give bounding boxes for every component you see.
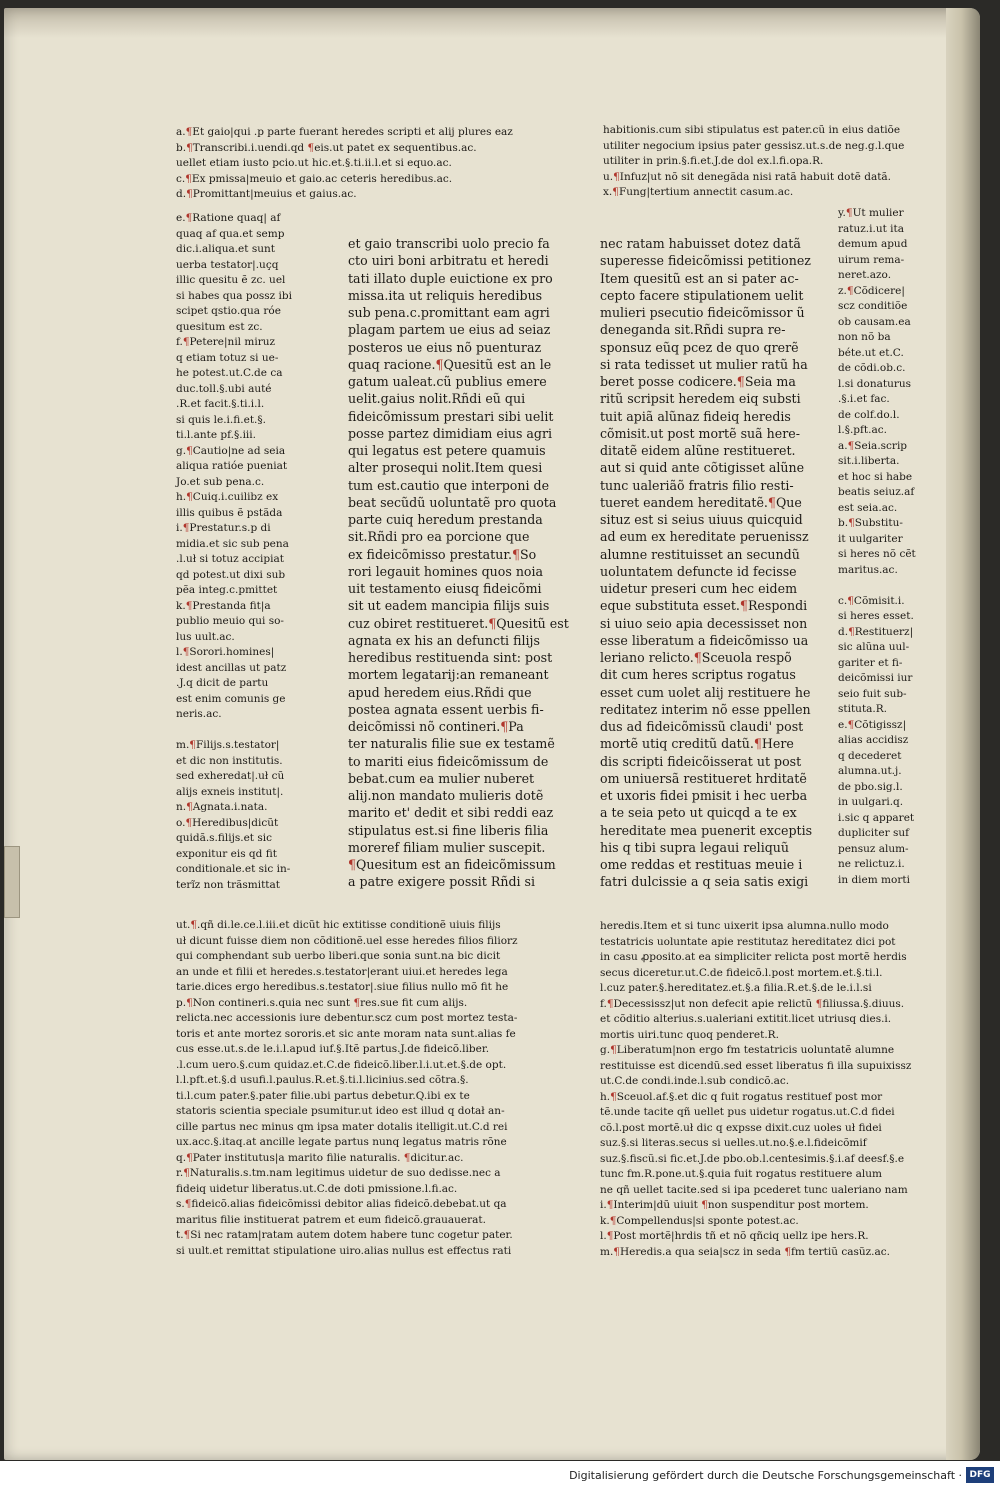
text-line: a.¶Et gaio|qui .p parte fuerant heredes scripti et alij plures eaz	[176, 126, 513, 138]
text-line: béte.ut et.C.	[838, 346, 904, 359]
text-line: mortẽ utiq creditũ datũ.¶Here	[600, 736, 794, 752]
text-line: qd potest.ut dixi sub	[176, 568, 286, 581]
gloss-bottom-left	[176, 918, 518, 1259]
text-line: sed exheredat|.uł cũ	[176, 770, 285, 782]
text-line: i.¶Prestatur.s.p di	[176, 522, 271, 534]
text-line: neris.ac.	[176, 708, 222, 720]
text-line: posteros ue eius nõ puenturaz	[348, 339, 542, 355]
text-line: t.¶Si nec ratam|ratam autem dotem habere tunc cogetur pater.	[176, 1229, 513, 1241]
text-line: cõmisit.ut post mortẽ suã here-	[600, 425, 800, 441]
text-line: n.¶Agnata.i.nata.	[176, 801, 268, 813]
text-line: ob causam.ea	[838, 315, 911, 328]
text-line: lus uult.ac.	[176, 630, 235, 643]
text-line: tarie.dices ergo heredibus.s.testator|.siue filius nullo mõ fit he	[176, 981, 509, 993]
text-line: aut si quid ante cõtigisset alũne	[600, 460, 805, 476]
text-line: et dic non institutis.	[176, 754, 283, 767]
text-line: m.¶Filijs.s.testator|	[176, 739, 280, 751]
text-line: f.¶Decessissz|ut non defecit apie relictũ ¶filiussa.§.diuus.	[600, 997, 905, 1010]
text-line: sit ut eadem mancipia filijs suis	[348, 598, 550, 614]
text-line: si uult.et remittat stipulatione uiro.alias nullus est effectus rati	[176, 1244, 512, 1257]
text-line: si habes qua possz ibi	[176, 289, 292, 302]
text-line: mortem legatarij:an remaneant	[348, 667, 549, 683]
text-line: d.¶Restituerz|	[838, 625, 914, 638]
text-line: uerba testator|.uçq	[176, 258, 279, 271]
gloss-right-column	[838, 206, 916, 888]
text-line: b.¶Transcribi.i.uendi.qd ¶eis.ut patet ex sequentibus.ac.	[176, 141, 477, 154]
text-line: scz conditiõe	[838, 300, 908, 312]
text-line: idest ancillas ut patz	[176, 661, 287, 674]
text-line: tueret eandem hereditatẽ.¶Que	[600, 494, 802, 510]
text-line: leriano relicto.¶Sceuola respõ	[600, 650, 792, 665]
text-line: b.¶Substitu-	[838, 517, 903, 529]
text-line: cõ.l.post mortẽ.uł dic q expsse dixit.cuz uoles uł fidei	[600, 1121, 882, 1134]
text-line: si quis le.i.fi.et.§.	[176, 413, 266, 426]
text-line: l.¶Post mortẽ|hrdis tñ et nõ qñciq uellz ipe hers.R.	[600, 1230, 869, 1242]
text-line	[176, 723, 292, 739]
text-line: dus ad fideicõmissũ claudi' post	[600, 719, 804, 734]
text-line: cepto facere stipulationem uelit	[600, 287, 804, 303]
text-line: alumna.ut.j.	[838, 765, 902, 777]
text-line: utiliter in prin.§.fi.et.J.de dol ex.l.fi.opa.R.	[603, 155, 824, 167]
text-line: a te seia peto ut quicqd a te ex	[600, 805, 797, 821]
text-line: bebat.cum ea mulier nuberet	[348, 770, 535, 786]
text-line: d.¶Promittant|meuius et gaius.ac.	[176, 188, 357, 200]
text-line: duc.toll.§.ubi auté	[176, 382, 272, 395]
gloss-bottom-right	[600, 919, 911, 1260]
text-line: ter naturalis filie sue ex testamẽ	[348, 736, 555, 752]
text-line: missa.ita ut reliquis heredibus	[348, 287, 543, 303]
text-line: to mariti eius fideicõmissum de	[348, 753, 549, 769]
text-line: qui comphendant sub uerbo liberi.que sonia sunt.na bic dicit	[176, 950, 501, 962]
text-line: marito et' dedit et sibi reddi eaz	[348, 805, 554, 821]
text-line: l.§.pft.ac.	[838, 424, 887, 436]
text-line: ut.C.de condi.inde.l.sub condicõ.ac.	[600, 1075, 790, 1087]
text-line: beatis seiuz.af	[838, 486, 915, 498]
text-line: cuz obiret restitueret.¶Quesitũ est	[348, 615, 569, 631]
page-edge-gutter	[946, 8, 980, 1460]
text-line: tati illato duple euictione ex pro	[348, 270, 553, 286]
text-line: deicõmissi nõ contineri.¶Pa	[348, 719, 524, 734]
text-line: his q tibi supra legaui reliquũ	[600, 839, 790, 855]
text-line: o.¶Heredibus|dicũt	[176, 816, 279, 829]
text-line: alijs exneis institut|.	[176, 785, 284, 798]
text-line: he potest.ut.C.de ca	[176, 367, 283, 379]
text-line: postea agnata essent uerbis fi-	[348, 701, 544, 717]
text-line: ti.l.cum pater.§.pater filie.ubi partus debetur.Q.ibi ex te	[176, 1089, 470, 1102]
text-line: beret posse codicere.¶Seia ma	[600, 374, 796, 389]
text-line: l.l.pft.et.§.d usufi.l.paulus.R.et.§.ti.l.licinius.sed cõtra.§.	[176, 1074, 469, 1086]
text-line: ne relictuz.i.	[838, 858, 905, 870]
text-line: qui legatus est petere quamuis	[348, 443, 546, 458]
text-line: scipet qstio.qua róe	[176, 305, 281, 317]
gloss-top-right	[603, 123, 904, 201]
text-line: beat secũdũ uoluntatẽ pro quota	[348, 494, 557, 510]
text-line: k.¶Prestanda fit|a	[176, 599, 271, 612]
text-line: situz est si seius uiuus quicquid	[600, 512, 803, 527]
text-line: q decederet	[838, 749, 902, 762]
text-line: statoris scientia speciale psumitur.ut ideo est illud q dotał an-	[176, 1105, 505, 1117]
text-line: ti.l.ante pf.§.iii.	[176, 429, 256, 441]
text-line: illis quibus ẽ pstãda	[176, 506, 283, 519]
text-line: tum est.cautio que interponi de	[348, 477, 550, 493]
text-line: e.¶Ratione quaq| af	[176, 212, 281, 224]
text-line: c.¶Ex pmissa|meuio et gaio.ac ceteris heredibus.ac.	[176, 172, 453, 185]
text-line: pensuz alum-	[838, 842, 909, 855]
text-line: nec ratam habuisset dotez datã	[600, 236, 801, 251]
text-line: quaq racione.¶Quesitũ est an le	[348, 356, 552, 372]
main-text-right-column	[600, 235, 812, 891]
text-line: uellet etiam iusto pcio.ut hic.et.§.ti.ii.l.et si equo.ac.	[176, 157, 452, 169]
text-line: tunc fm.R.pone.ut.§.quia fuit rogatus restituere alum	[600, 1168, 882, 1180]
dfg-logo-icon: DFG	[966, 1467, 994, 1483]
text-line: est seia.ac.	[838, 501, 898, 514]
text-line: seio fuit sub-	[838, 687, 907, 700]
text-line: m.¶Heredis.a qua seia|scz in seda ¶fm tertiũ casũz.ac.	[600, 1245, 890, 1258]
text-line: .R.et facit.§.ti.i.l.	[176, 398, 265, 410]
text-line: it uulgariter	[838, 532, 903, 545]
text-line: fideiq uidetur liberatus.ut.C.de doti pmissione.l.fi.ac.	[176, 1182, 458, 1195]
text-line: ad eum ex hereditate peruenissz	[600, 529, 809, 545]
text-line: .l.cum uero.§.cum quidaz.et.C.de fideicõ.liber.l.i.ut.et.§.de opt.	[176, 1058, 507, 1071]
text-line: sub pena.c.promittant eam agri	[348, 305, 550, 320]
text-line: q.¶Pater institutus|a marito filie naturalis. ¶dicitur.ac.	[176, 1151, 464, 1164]
text-line: et gaio transcribi uolo precio fa	[348, 236, 550, 251]
text-line: uł dicunt fuisse diem non cõditionẽ.uel esse heredes filios filiorz	[176, 934, 518, 947]
text-line: ne qñ uellet tacite.sed si ipa pcederet tunc ualeriano nam	[600, 1183, 908, 1196]
text-line: .J.q dicit de partu	[176, 677, 269, 689]
text-line: suz.§.si literas.secus si uelles.ut.no.§.e.l.fideicõmif	[600, 1137, 867, 1149]
text-line: .§.i.et fac.	[838, 393, 890, 405]
text-line: pẽa integ.c.pmittet	[176, 584, 278, 596]
funding-credit: Digitalisierung gefördert durch die Deutsche Forschungsgemeinschaft ·	[569, 1469, 962, 1482]
text-line: si rata tedisset ut mulier ratũ ha	[600, 356, 808, 372]
text-line: alumne restituisset an secundũ	[600, 546, 800, 562]
text-line: i.¶Interim|dũ uiuit ¶non suspenditur post mortem.	[600, 1199, 869, 1211]
text-line: q etiam totuz si ue-	[176, 351, 279, 364]
text-line: exponitur eis qd fit	[176, 847, 277, 860]
text-line: de colf.do.l.	[838, 408, 900, 421]
footer-bar	[0, 1461, 1000, 1491]
text-line: hereditate mea puenerit exceptis	[600, 822, 813, 838]
text-line: relicta.nec accessionis iure debentur.scz cum post mortez testa-	[176, 1012, 518, 1024]
text-line: fatri dulcissie a q seia satis exigi	[600, 874, 809, 890]
text-line: parte cuiq heredum prestanda	[348, 512, 543, 527]
text-line: ux.acc.§.itaq.at ancille legate partus nunq legatus matris rõne	[176, 1136, 507, 1148]
text-line: x.¶Fung|tertium annectit casum.ac.	[603, 186, 794, 198]
text-line: s.¶fideicõ.alias fideicõmissi debitor alias fideicõ.debebat.ut qa	[176, 1198, 507, 1210]
text-line: stipulatus est.si fine liberis filia	[348, 822, 549, 838]
text-line: gariter et fi-	[838, 656, 903, 669]
text-line: eque substituta esset.¶Respondi	[600, 598, 808, 614]
text-line: uelit.gaius nolit.Rñdi eũ qui	[348, 391, 526, 407]
text-line: de cõdi.ob.c.	[838, 362, 906, 374]
main-text-left-column	[348, 235, 569, 891]
text-line: suz.§.fiscũ.si fic.et.J.de pbo.ob.l.centesimis.§.i.af deesf.§.e	[600, 1152, 905, 1165]
text-line: l.¶Sorori.homines|	[176, 646, 275, 658]
text-line: r.¶Naturalis.s.tm.nam legitimus uidetur de suo dedisse.nec a	[176, 1167, 501, 1179]
text-line: agnata ex his an defuncti filijs	[348, 632, 540, 648]
text-line: posse partez dimidiam eius agri	[348, 425, 553, 441]
text-line: stituta.R.	[838, 703, 888, 715]
text-line: plagam partem ue eius ad seiaz	[348, 322, 551, 338]
text-line: fideicõmissum prestari sibi uelit	[348, 408, 554, 424]
text-line: a patre exigere possit Rñdi si	[348, 874, 536, 890]
text-line: mulieri psecutio fideicõmissor ũ	[600, 305, 805, 320]
text-line: uirum rema-	[838, 253, 905, 266]
text-line: rori legauit homines quos noia	[348, 563, 544, 579]
text-line: ¶Quesitum est an fideicõmissum	[348, 857, 556, 872]
text-line: est enim comunis ge	[176, 692, 286, 705]
text-line: si heres nõ cẽt	[838, 548, 916, 560]
text-line: cus esse.ut.s.de le.i.l.apud iuf.§.Itẽ partus.J.de fideicõ.liber.	[176, 1043, 490, 1055]
text-line: y.¶Ut mulier	[838, 207, 904, 219]
text-line: illic quesitu ẽ zc. uel	[176, 274, 286, 286]
text-line: e.¶Cõtigissz|	[838, 718, 907, 731]
text-line: gatum ualeat.cũ publius emere	[348, 374, 547, 389]
text-line: ditatẽ eidem alũne restitueret.	[600, 443, 796, 458]
text-line: dis scripti fideicõisserat ut post	[600, 753, 802, 769]
text-line: tuit apiã alũnaz fideiq heredis	[600, 408, 791, 424]
text-line: et cõditio alterius.s.ualeriani extitit.licet utriusq dies.i.	[600, 1013, 892, 1025]
text-line: si uiuo seio apia decessisset non	[600, 615, 808, 631]
text-line: h.¶Cuiq.i.cuilibz ex	[176, 491, 279, 503]
text-line: ex fideicõmisso prestatur.¶So	[348, 546, 537, 562]
text-line: heredis.Item et si tunc uixerit ipsa alumna.nullo modo	[600, 920, 889, 932]
text-line: restituisse est dicendũ.sed esset liberatus fi illa supuixissz	[600, 1059, 912, 1072]
text-line: sit.Rñdi pro ea porcione que	[348, 529, 530, 545]
gloss-top-left	[176, 125, 513, 203]
text-line: an unde et filii et heredes.s.testator|erant uiui.et heredes lega	[176, 965, 508, 978]
text-line: in casu ꝓposito.at ea simpliciter relicta post mortẽ herdis	[600, 951, 907, 963]
text-line: quaq af qua.et semp	[176, 227, 285, 240]
text-line: si heres esset.	[838, 610, 914, 622]
text-line: tunc ualeriãõ fratris filio resti-	[600, 477, 794, 493]
text-line: Jo.et sub pena.c.	[176, 475, 265, 488]
text-line: l.si donaturus	[838, 377, 911, 390]
text-line: ut.¶.qñ di.le.ce.l.iii.et dicũt hic extitisse conditionẽ uiuis filijs	[176, 919, 501, 931]
text-line: .l.uł si totuz accipiat	[176, 553, 284, 565]
text-line: habitionis.cum sibi stipulatus est pater.cũ in eius datiõe	[603, 124, 901, 136]
text-line: ritũ scripsit heredem eiq substi	[600, 391, 801, 407]
text-line: g.¶Cautio|ne ad seia	[176, 444, 286, 457]
text-line: mortis uiri.tunc quoq penderet.R.	[600, 1028, 779, 1041]
text-line: superesse fideicõmissi petitionez	[600, 253, 811, 269]
text-line: publio meuio qui so-	[176, 615, 284, 627]
text-line: uoluntatem defuncte id fecisse	[600, 563, 797, 579]
text-line: cto uiri boni arbitratu et heredi	[348, 253, 549, 269]
text-line: demum apud	[838, 238, 908, 250]
text-line: alij.non mandato mulieris dotẽ	[348, 788, 544, 803]
text-line: esse liberatum a fideicõmisso ua	[600, 632, 809, 648]
text-line: quidã.s.filijs.et sic	[176, 832, 272, 844]
text-line: maritus.ac.	[838, 563, 898, 576]
page-top-shadow	[4, 8, 980, 38]
text-line: u.¶Infuz|ut nõ sit denegãda nisi ratã habuit dotẽ datã.	[603, 170, 892, 183]
text-line: tẽ.unde tacite qñ uellet pus uidetur rogatus.ut.C.d fidei	[600, 1106, 895, 1118]
gloss-left-column	[176, 211, 292, 893]
text-line: c.¶Cõmisit.i.	[838, 594, 905, 607]
text-line: Item quesitũ est an si pater ac-	[600, 270, 799, 286]
text-line: dupliciter suf	[838, 827, 909, 839]
text-line: alter prosequi nolit.Item quesi	[348, 460, 543, 476]
text-line: testatricis uoluntate apie restitutaz hereditatez dici pot	[600, 935, 896, 948]
text-line: terĩz non trãsmittat	[176, 878, 280, 891]
text-line: uidetur preseri cum hec eidem	[600, 581, 798, 596]
text-line: apud heredem eius.Rñdi que	[348, 684, 532, 700]
text-line: non nõ ba	[838, 331, 891, 343]
text-line: aliqua ratióe pueniat	[176, 460, 288, 472]
text-line: et uxoris fidei pmisit i hec uerba	[600, 788, 808, 803]
text-line: ratuz.i.ut ita	[838, 222, 904, 235]
text-line: quesitum est zc.	[176, 320, 263, 333]
text-line: alias accidisz	[838, 734, 909, 746]
text-line: in diem morti	[838, 873, 910, 886]
text-line: cille partus nec minus qm ipsa mater dotalis itelligit.ut.C.d rei	[176, 1120, 508, 1133]
text-line: in uulgari.q.	[838, 796, 904, 808]
text-line: ome reddas et restituas meuie i	[600, 857, 803, 872]
text-line: sponsuz eũq pcez de quo qrerẽ	[600, 339, 799, 355]
text-line	[838, 578, 916, 594]
text-line: deneganda sit.Rñdi supra re-	[600, 322, 786, 338]
text-line: reditatez interim nõ esse ppellen	[600, 701, 811, 717]
text-line: deicõmissi iur	[838, 672, 913, 684]
text-line: sit.i.liberta.	[838, 455, 900, 467]
text-line: de pbo.sig.l.	[838, 780, 903, 793]
text-line: dic.i.aliqua.et sunt	[176, 243, 275, 255]
text-line: om uniuersã restitueret hrditatẽ	[600, 770, 807, 786]
text-line: utiliter negocium ipsius pater gessisz.ut.s.de neg.g.l.que	[603, 139, 905, 152]
text-line: midia.et sic sub pena	[176, 537, 289, 550]
text-line: p.¶Non contineri.s.quia nec sunt ¶res.sue fit cum alijs.	[176, 996, 468, 1009]
page-clip-tab	[4, 846, 20, 918]
text-line: toris et ante mortez sororis.et sic ante moram nata sunt.alias fe	[176, 1027, 516, 1040]
text-line: g.¶Liberatum|non ergo fm testatricis uoluntatẽ alumne	[600, 1044, 895, 1056]
text-line: et hoc si habe	[838, 470, 913, 483]
text-line: maritus filie instituerat patrem et eum fideicõ.grauauerat.	[176, 1213, 486, 1226]
text-line: k.¶Compellendus|si sponte potest.ac.	[600, 1214, 799, 1227]
text-line: f.¶Petere|nil miruz	[176, 336, 276, 348]
text-line: l.cuz pater.§.hereditatez.et.§.a filia.R.et.§.de le.i.l.si	[600, 982, 872, 994]
text-line: z.¶Cõdicere|	[838, 284, 905, 297]
text-line: sic alũna uul-	[838, 641, 910, 653]
text-line: esset cum uolet alij restituere he	[600, 684, 811, 700]
text-line: secus diceretur.ut.C.de fideicõ.l.post mortem.et.§.ti.l.	[600, 966, 883, 979]
text-line: moreref filiam mulier suscepit.	[348, 839, 546, 855]
text-line: h.¶Sceuol.af.§.et dic q fuit rogatus restituef post mor	[600, 1090, 883, 1103]
text-line: a.¶Seia.scrip	[838, 439, 908, 452]
text-line: conditionale.et sic in-	[176, 863, 291, 875]
text-line: dit cum heres scriptus rogatus	[600, 667, 796, 683]
text-line: i.sic q apparet	[838, 811, 915, 824]
text-line: neret.azo.	[838, 269, 892, 281]
text-line: uit testamento eiusq fideicõmi	[348, 581, 542, 596]
text-line: heredibus restituenda sint: post	[348, 650, 553, 665]
